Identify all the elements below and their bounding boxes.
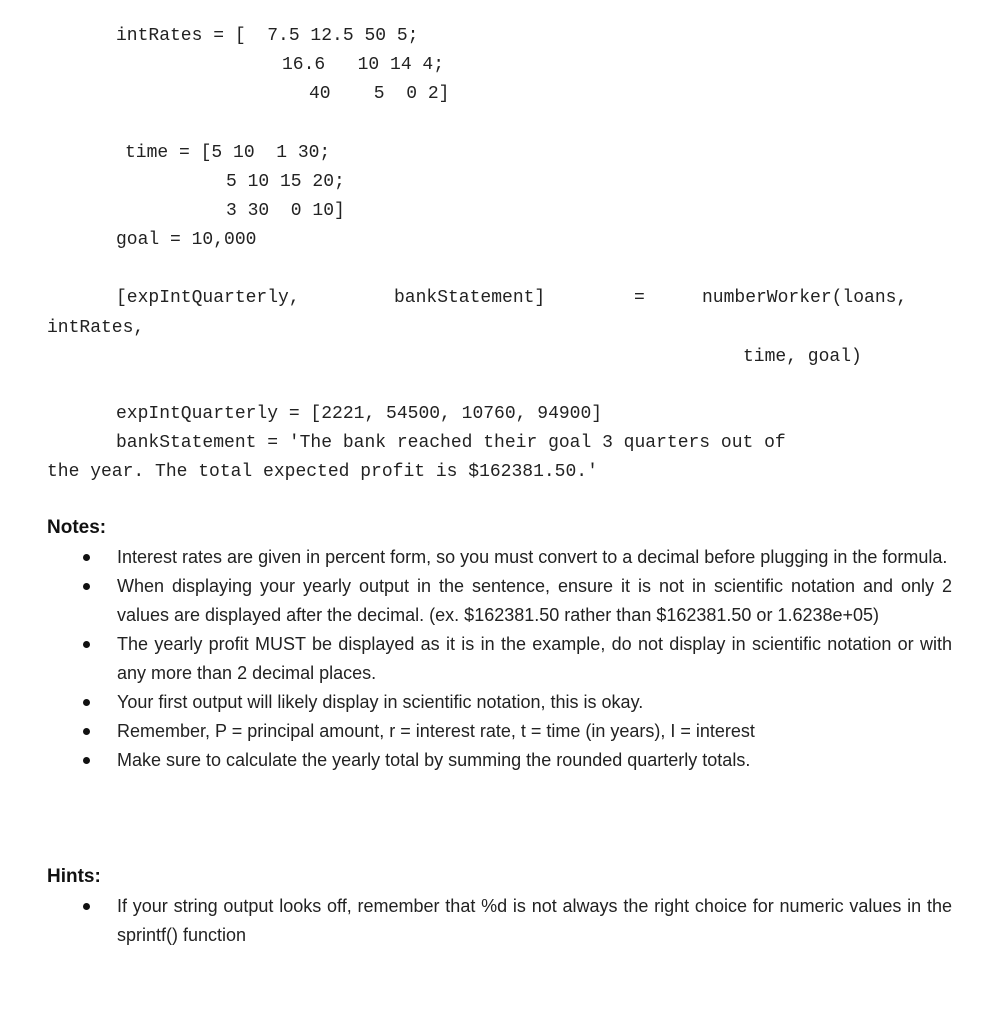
list-item bbox=[70, 746, 952, 775]
note-text: The yearly profit MUST be displayed as it is in the example, do not display in scientific notation or with any more than 2 decimal places. bbox=[117, 634, 952, 683]
list-item bbox=[70, 572, 952, 630]
bullet-icon bbox=[83, 757, 90, 764]
code-time-line-1: time = [5 10 1 30; bbox=[125, 143, 331, 163]
list-item bbox=[70, 892, 952, 950]
hint-text: If your string output looks off, remember that %d is not always the right choice for numeric values in the sprintf() function bbox=[117, 896, 952, 945]
bullet-icon bbox=[83, 583, 90, 590]
bullet-icon bbox=[83, 554, 90, 561]
code-intrates-line-3: 40 5 0 2] bbox=[309, 84, 450, 104]
code-call-line-3: time, goal) bbox=[743, 347, 862, 367]
note-text: Your first output will likely display in scientific notation, this is okay. bbox=[117, 692, 644, 712]
list-item bbox=[70, 688, 952, 717]
notes-heading: Notes: bbox=[47, 517, 107, 538]
code-output-bankstatement-1: bankStatement = 'The bank reached their goal 3 quarters out of bbox=[116, 433, 786, 453]
list-item bbox=[70, 717, 952, 746]
code-output-expint: expIntQuarterly = [2221, 54500, 10760, 94900] bbox=[116, 404, 603, 424]
code-call-mid: bankStatement] bbox=[394, 288, 546, 308]
code-output-bankstatement-2: the year. The total expected profit is $162381.50.' bbox=[47, 462, 598, 482]
note-text: Remember, P = principal amount, r = interest rate, t = time (in years), I = interest bbox=[117, 721, 755, 741]
code-time-line-3: 3 30 0 10] bbox=[226, 201, 345, 221]
note-text: Make sure to calculate the yearly total by summing the rounded quarterly totals. bbox=[117, 750, 751, 770]
code-goal: goal = 10,000 bbox=[116, 230, 257, 250]
hints-heading: Hints: bbox=[47, 866, 101, 887]
code-intrates-line-1: intRates = [ 7.5 12.5 50 5; bbox=[116, 26, 419, 46]
list-item bbox=[70, 543, 952, 572]
note-text: When displaying your yearly output in the sentence, ensure it is not in scientific notation and only 2 values are displayed after the decimal. (ex. $162381.50 rather than $162381.50 or 1.6238e+05) bbox=[117, 576, 952, 625]
code-call-rhs: numberWorker(loans, bbox=[702, 288, 908, 308]
code-intrates-line-2: 16.6 10 14 4; bbox=[282, 55, 445, 75]
bullet-icon bbox=[83, 903, 90, 910]
code-call-eq: = bbox=[634, 288, 645, 308]
code-time-line-2: 5 10 15 20; bbox=[226, 172, 345, 192]
list-item bbox=[70, 630, 952, 688]
bullet-icon bbox=[83, 728, 90, 735]
code-call-line-2: intRates, bbox=[47, 318, 145, 338]
code-call-lhs: [expIntQuarterly, bbox=[116, 288, 300, 308]
note-text: Interest rates are given in percent form, so you must convert to a decimal before plugging in the formula. bbox=[117, 547, 948, 567]
notes-list bbox=[70, 543, 952, 775]
hints-list bbox=[70, 892, 952, 950]
bullet-icon bbox=[83, 641, 90, 648]
bullet-icon bbox=[83, 699, 90, 706]
